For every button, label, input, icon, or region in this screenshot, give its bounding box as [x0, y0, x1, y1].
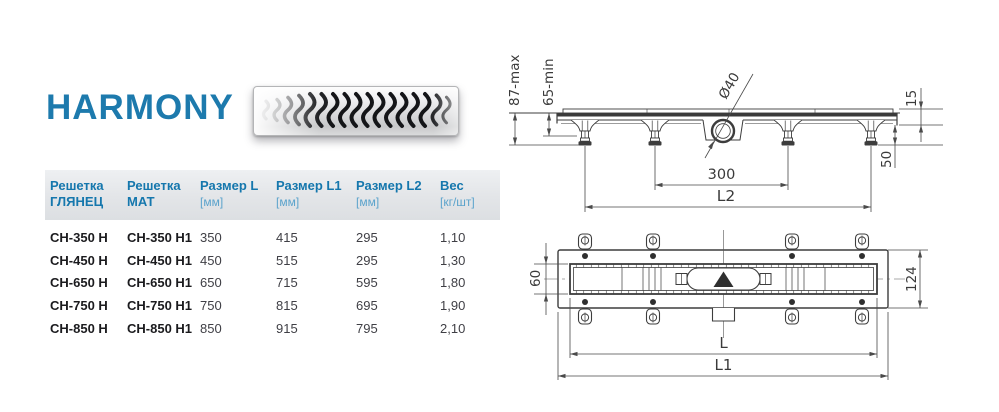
- size-l1: 515: [276, 252, 298, 268]
- dim-124-label: 124: [904, 266, 920, 292]
- table-row: [45, 294, 500, 317]
- model-gloss: CH-850 H: [50, 321, 108, 337]
- grate-image: [253, 86, 459, 136]
- model-gloss: CH-350 H: [50, 229, 108, 245]
- side-view-drawing: [497, 28, 997, 218]
- model-gloss: CH-450 H: [50, 252, 108, 268]
- col-header-weight: Вес [кг/шт]: [440, 178, 475, 209]
- col-header-grate-gloss: Решетка ГЛЯНЕЦ: [50, 178, 104, 209]
- size-l: 450: [200, 252, 222, 268]
- size-l1: 815: [276, 298, 298, 314]
- table-row: [45, 272, 500, 295]
- dim-15: [899, 88, 943, 142]
- model-matte: CH-750 H1: [127, 298, 193, 314]
- model-matte: CH-450 H1: [127, 252, 193, 268]
- dim-50-label: 50: [879, 150, 895, 168]
- col-header-size-l: Размер L [мм]: [200, 178, 259, 209]
- grate-highlight: [254, 87, 458, 135]
- dim-300: [655, 146, 788, 190]
- col-header-grate-matte: Решетка МАТ: [127, 178, 181, 209]
- weight: 1,90: [440, 298, 466, 314]
- size-l2: 595: [356, 275, 378, 291]
- table-row: [45, 249, 500, 272]
- top-view-drawing: [520, 228, 995, 408]
- model-gloss: CH-750 H: [50, 298, 108, 314]
- spec-table-body: [45, 226, 500, 340]
- dim-l1-label: L1: [714, 356, 733, 374]
- size-l1: 915: [276, 321, 298, 337]
- size-l2: 695: [356, 298, 378, 314]
- dim-60-label: 60: [528, 269, 544, 287]
- dim-87-max-label: 87-max: [507, 54, 523, 106]
- size-l: 350: [200, 229, 222, 245]
- weight: 1,30: [440, 252, 466, 268]
- dim-15-label: 15: [904, 89, 920, 107]
- product-title: HARMONY: [46, 88, 234, 127]
- channel-top: [570, 264, 877, 294]
- outlet-stub: [713, 308, 735, 321]
- size-l2: 295: [356, 229, 378, 245]
- weight: 2,10: [440, 321, 466, 337]
- dim-l2-label: L2: [716, 187, 736, 205]
- table-row: [45, 317, 500, 340]
- model-matte: CH-650 H1: [127, 275, 193, 291]
- table-row: [45, 226, 500, 249]
- size-l2: 295: [356, 252, 378, 268]
- model-matte: CH-850 H1: [127, 321, 193, 337]
- size-l: 750: [200, 298, 222, 314]
- col-header-size-l1: Размер L1 [мм]: [276, 178, 342, 209]
- size-l2: 795: [356, 321, 378, 337]
- size-l: 850: [200, 321, 222, 337]
- col-header-size-l2: Размер L2 [мм]: [356, 178, 422, 209]
- model-matte: CH-350 H1: [127, 229, 193, 245]
- size-l1: 415: [276, 229, 298, 245]
- table-header: [45, 170, 500, 220]
- size-l1: 715: [276, 275, 298, 291]
- dim-l-label: L: [719, 334, 728, 352]
- dim-65-min-label: 65-min: [541, 58, 557, 106]
- dim-65-min: [541, 58, 577, 136]
- dim-300-label: 300: [707, 167, 736, 183]
- dim-50: [878, 125, 943, 168]
- size-l: 650: [200, 275, 222, 291]
- model-gloss: CH-650 H: [50, 275, 108, 291]
- weight: 1,10: [440, 229, 466, 245]
- weight: 1,80: [440, 275, 466, 291]
- dim-d40-label: Ø40: [715, 69, 744, 103]
- outlet-circle: [712, 120, 734, 142]
